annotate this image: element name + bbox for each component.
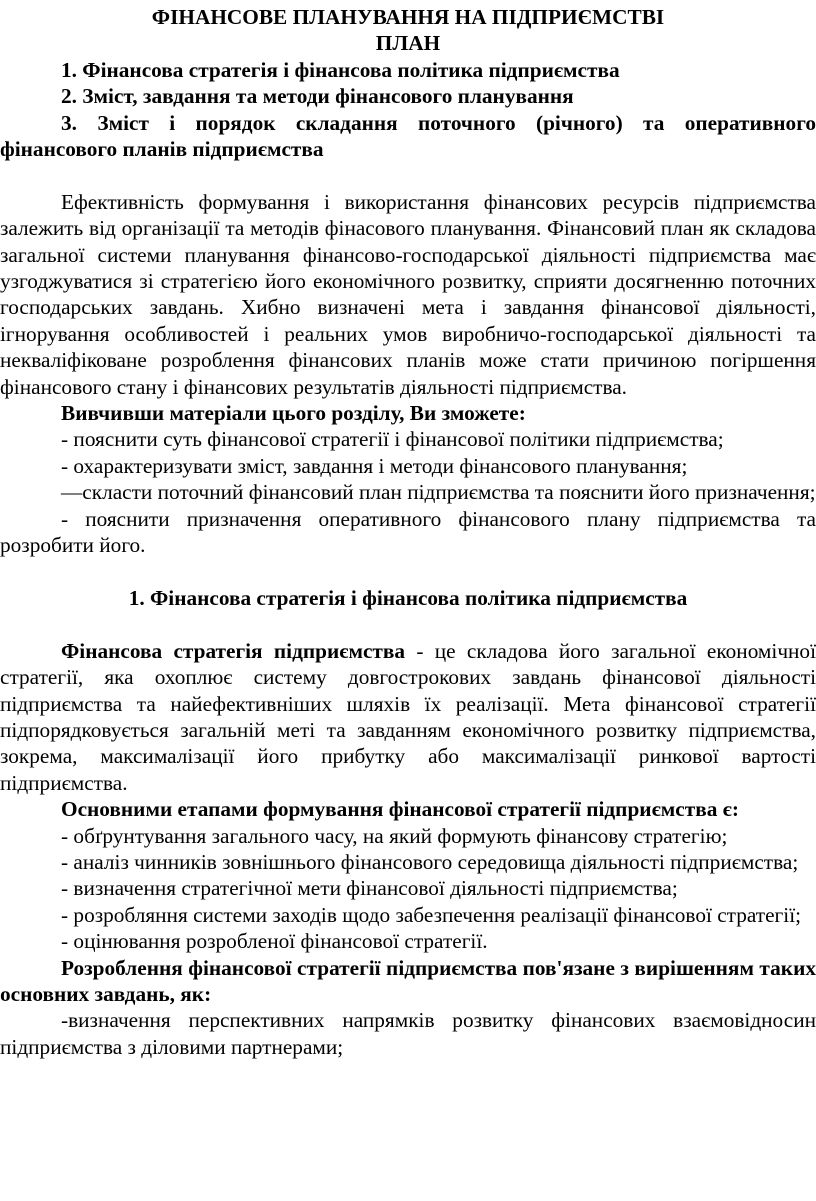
intro-paragraph: Ефективність формування і використання фінансових ресурсів підприємства залежить від організації та методів фінасового планування. Фінансовий план як складова загальної системи планування фінансово-господарської діяльності підприємства має узгоджуватися зі стратегією його економічного розвитку, сприяти досягненню поточних господарських завдань. Хибно визначені мета і завдання фінансової діяльності, ігнорування особливостей і реальних умов виробничо-господарської діяльності та некваліфіковане розроблення фінансових планів може стати причиною погіршення фінансового стану і фінансових результатів діяльності підприємства. xyxy=(0,189,816,399)
strategy-definition-text: - це складова його загальної економічної стратегії, яка охоплює систему довгострокових завдань фінансової діяльності підприємства та найефективніших шляхів їх реалізації. Мета фінансової стратегії підпорядковується загальній меті та завданням економічного розвитку підприємства, зокрема, максималізації його прибутку або максималізації ринкової вартості підприємства. xyxy=(0,638,816,795)
stage-item-5: - оцінювання розробленої фінансової стратегії. xyxy=(61,929,488,954)
document-title: ФІНАНСОВЕ ПЛАНУВАННЯ НА ПІДПРИЄМСТВІ xyxy=(151,5,665,29)
task-item-1: -визначення перспективних напрямків розвитку фінансових взаємовідносин підприємства з діловими партнерами; xyxy=(0,1008,816,1059)
strategy-definition-term: Фінансова стратегія підприємства xyxy=(61,638,406,663)
section-1-heading: 1. Фінансова стратегія і фінансова політика підприємства xyxy=(128,585,688,610)
plan-item-2: 2. Зміст, завдання та методи фінансового планування xyxy=(61,84,574,109)
stage-item-2: - аналіз чинників зовнішнього фінансового середовища діяльності підприємства; xyxy=(61,849,799,874)
objective-item-1: - пояснити суть фінансової стратегії і фінансової політики підприємства; xyxy=(61,427,724,452)
strategy-definition-paragraph xyxy=(0,638,816,796)
spacer xyxy=(0,559,816,585)
plan-item-3: 3. Зміст і порядок складання поточного (річного) та оперативного фінансового планів підприємства xyxy=(0,110,816,162)
objective-item-3: —скласти поточний фінансовий план підприємства та пояснити його призначення; xyxy=(61,480,816,505)
plan-label: ПЛАН xyxy=(375,31,441,56)
stages-heading: Основними етапами формування фінансової стратегії підприємства є: xyxy=(61,797,739,822)
document-page xyxy=(0,4,816,1060)
plan-item-1: 1. Фінансова стратегія і фінансова політика підприємства xyxy=(61,57,620,82)
stage-item-1: - обґрунтування загального часу, на який формують фінансову стратегію; xyxy=(61,823,728,848)
spacer xyxy=(0,611,816,637)
stage-item-4: - розробляння системи заходів щодо забезпечення реалізації фінансової стратегії; xyxy=(61,902,802,927)
objective-item-4: - пояснити призначення оперативного фінансового плану підприємства та розробити його. xyxy=(0,506,816,558)
stage-item-3: - визначення стратегічної мети фінансової діяльності підприємства; xyxy=(61,876,678,901)
spacer xyxy=(0,162,816,188)
objectives-heading: Вивчивши матеріали цього розділу, Ви зможете: xyxy=(61,401,526,426)
tasks-heading: Розроблення фінансової стратегії підприємства пов'язане з вирішенням таких основних завдань, як: xyxy=(0,955,816,1006)
objective-item-2: - охарактеризувати зміст, завдання і методи фінансового планування; xyxy=(61,453,688,478)
